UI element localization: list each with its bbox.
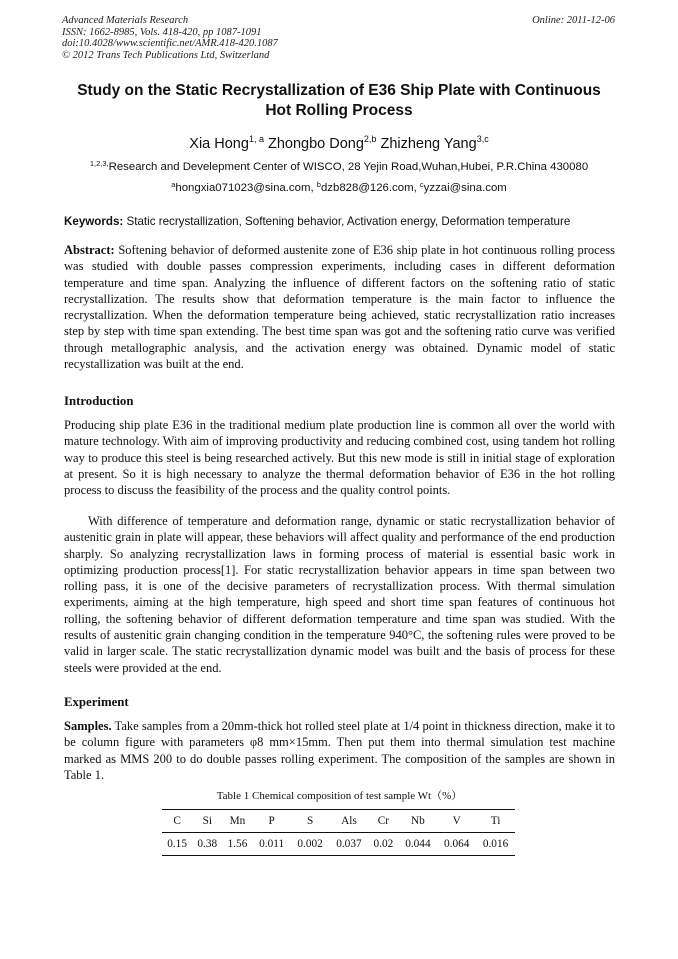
- chemical-composition-table: [162, 809, 515, 856]
- table-header-cell: Si: [202, 815, 212, 827]
- title-line-2: Hot Rolling Process: [265, 102, 413, 119]
- author-affil-mark: 3,c: [476, 134, 489, 144]
- doi-line: doi:10.4028/www.scientific.net/AMR.418-420.1087: [62, 38, 278, 49]
- samples-text: Take samples from a 20mm-thick hot rolled steel plate at 1/4 point in thickness direction, make it to be column figure with parameters φ8 mm×15mm. Then put them into thermal simulation test machine marked as MMS 200 to do double passes rolling experiment. The composition of the samples are shown in Table 1.: [64, 719, 615, 782]
- email-link[interactable]: hongxia071023@sina.com,: [175, 182, 314, 194]
- keywords-text: Static recrystallization, Softening behavior, Activation energy, Deformation temperature: [123, 215, 571, 228]
- email-mark: a: [171, 180, 176, 189]
- table-cell: 0.02: [373, 838, 394, 850]
- affiliation-text: Research and Develepment Center of WISCO, 28 Yejin Road,Wuhan,Hubei, P.R.China 430080: [108, 161, 589, 173]
- section-heading-introduction: Introduction: [64, 394, 134, 408]
- introduction-paragraph-2: With difference of temperature and deformation range, dynamic or static recrystallization behavior of austenitic grain in plate will appear, these behaviors will affect quality and performance of the end production sharply. So analyzing recrystallization laws in forming process of material is essential basic work in optimizing production process[1]. For static recrystallization behavior appears in time span between two rolling pass, it is one of the decisive parameters of recrystallization process. With thermal simulation experiments, aiming at the high temperature, high speed and short time span features of continuous hot rolling, the softening behavior of different deformation temperature and time span was studied. With the results of austenitic grain changing condition in the temperature 940°C, the softening rules were proved to be valid in larger scale. The static recrystallization dynamic model was built and the basis of process for these steels were provided at the end.: [64, 514, 615, 675]
- online-date: Online: 2011-12-06: [532, 15, 615, 26]
- author-name: Zhongbo Dong: [267, 136, 364, 152]
- table-cell: 0.002: [297, 838, 323, 850]
- section-heading-experiment: Experiment: [64, 695, 129, 709]
- table-header-cell: S: [306, 815, 314, 827]
- samples-paragraph: [64, 718, 615, 783]
- table-header-cell: Ti: [490, 815, 501, 827]
- table-header-row: [162, 810, 515, 833]
- table-header-cell: C: [173, 815, 181, 827]
- issn-line: ISSN: 1662-8985, Vols. 418-420, pp 1087-1091: [62, 26, 262, 38]
- table-cell: 0.016: [482, 838, 509, 850]
- title-line-1: Study on the Static Recrystallization of E36 Ship Plate with Continuous: [77, 82, 601, 99]
- table-header-cell: Mn: [229, 815, 246, 827]
- table-cell: 0.064: [443, 838, 470, 850]
- table-cell: 1.56: [227, 838, 248, 850]
- introduction-paragraph-1: Producing ship plate E36 in the traditional medium plate production line is common all over the world with mature technology. With aim of improving productivity and reducing combined cost, using tandem hot rolling way to produce this steel is being researched actively. But this new mode is still in initial stage of exploration at present. So it is high necessary to analyze the thermal deformation behavior of E36 in the hot rolling process to discuss the feasibility of the process and the quality control points.: [64, 418, 615, 498]
- keywords: [64, 214, 616, 229]
- abstract-label: Abstract:: [64, 243, 115, 257]
- email-link[interactable]: dzb828@126.com,: [320, 182, 417, 194]
- table-row: [162, 833, 515, 856]
- table-cell: 0.037: [336, 838, 362, 850]
- author-affil-mark: 2,b: [363, 134, 377, 144]
- author-name: Xia Hong: [189, 136, 249, 152]
- samples-label: Samples.: [64, 719, 112, 733]
- table-header-cell: Cr: [377, 815, 390, 827]
- table-caption: Table 1 Chemical composition of test sample Wt（%）: [216, 790, 463, 802]
- table-header-cell: Nb: [410, 815, 425, 827]
- email-mark: b: [316, 180, 321, 189]
- journal-header: [62, 15, 278, 61]
- table-cell: 0.044: [405, 838, 431, 850]
- affiliation-mark: 1,2,3,: [89, 159, 109, 168]
- email-mark: c: [419, 180, 424, 189]
- abstract: [64, 242, 615, 372]
- email-link[interactable]: yzzai@sina.com: [423, 182, 507, 194]
- table-header-cell: P: [268, 815, 275, 827]
- table-cell: 0.38: [197, 838, 218, 850]
- table-header-cell: Als: [341, 815, 357, 827]
- paper-title: [50, 81, 628, 121]
- table-cell: 0.011: [259, 838, 285, 850]
- author-name: Zhizheng Yang: [380, 136, 477, 152]
- affiliation: [40, 157, 638, 174]
- author-list: [40, 130, 638, 153]
- author-affil-mark: 1, a: [248, 134, 264, 144]
- journal-name: Advanced Materials Research: [62, 15, 189, 26]
- keywords-label: Keywords:: [64, 215, 124, 228]
- table-header-cell: V: [452, 815, 461, 827]
- abstract-text: Softening behavior of deformed austenite zone of E36 ship plate in hot continuous rolling process was studied with double passes compression experiments, including cases in different deformation temperature and time span. Analyzing the influence of different factors on the softening ratio of static recrystallization. The results show that deformation temperature is the main factor to influence the recrystallization. When the deformation temperature being achieved, static recrystallization ratio increases step by step with time span extending. The best time span was got and the softening ratio curve was verified through metallographic analysis, and the activation energy was obtained. Dynamic model of static recystallization was built at the end.: [64, 243, 615, 372]
- table-cell: 0.15: [167, 838, 187, 850]
- author-emails: [40, 178, 638, 195]
- copyright-line: © 2012 Trans Tech Publications Ltd, Switzerland: [62, 49, 270, 61]
